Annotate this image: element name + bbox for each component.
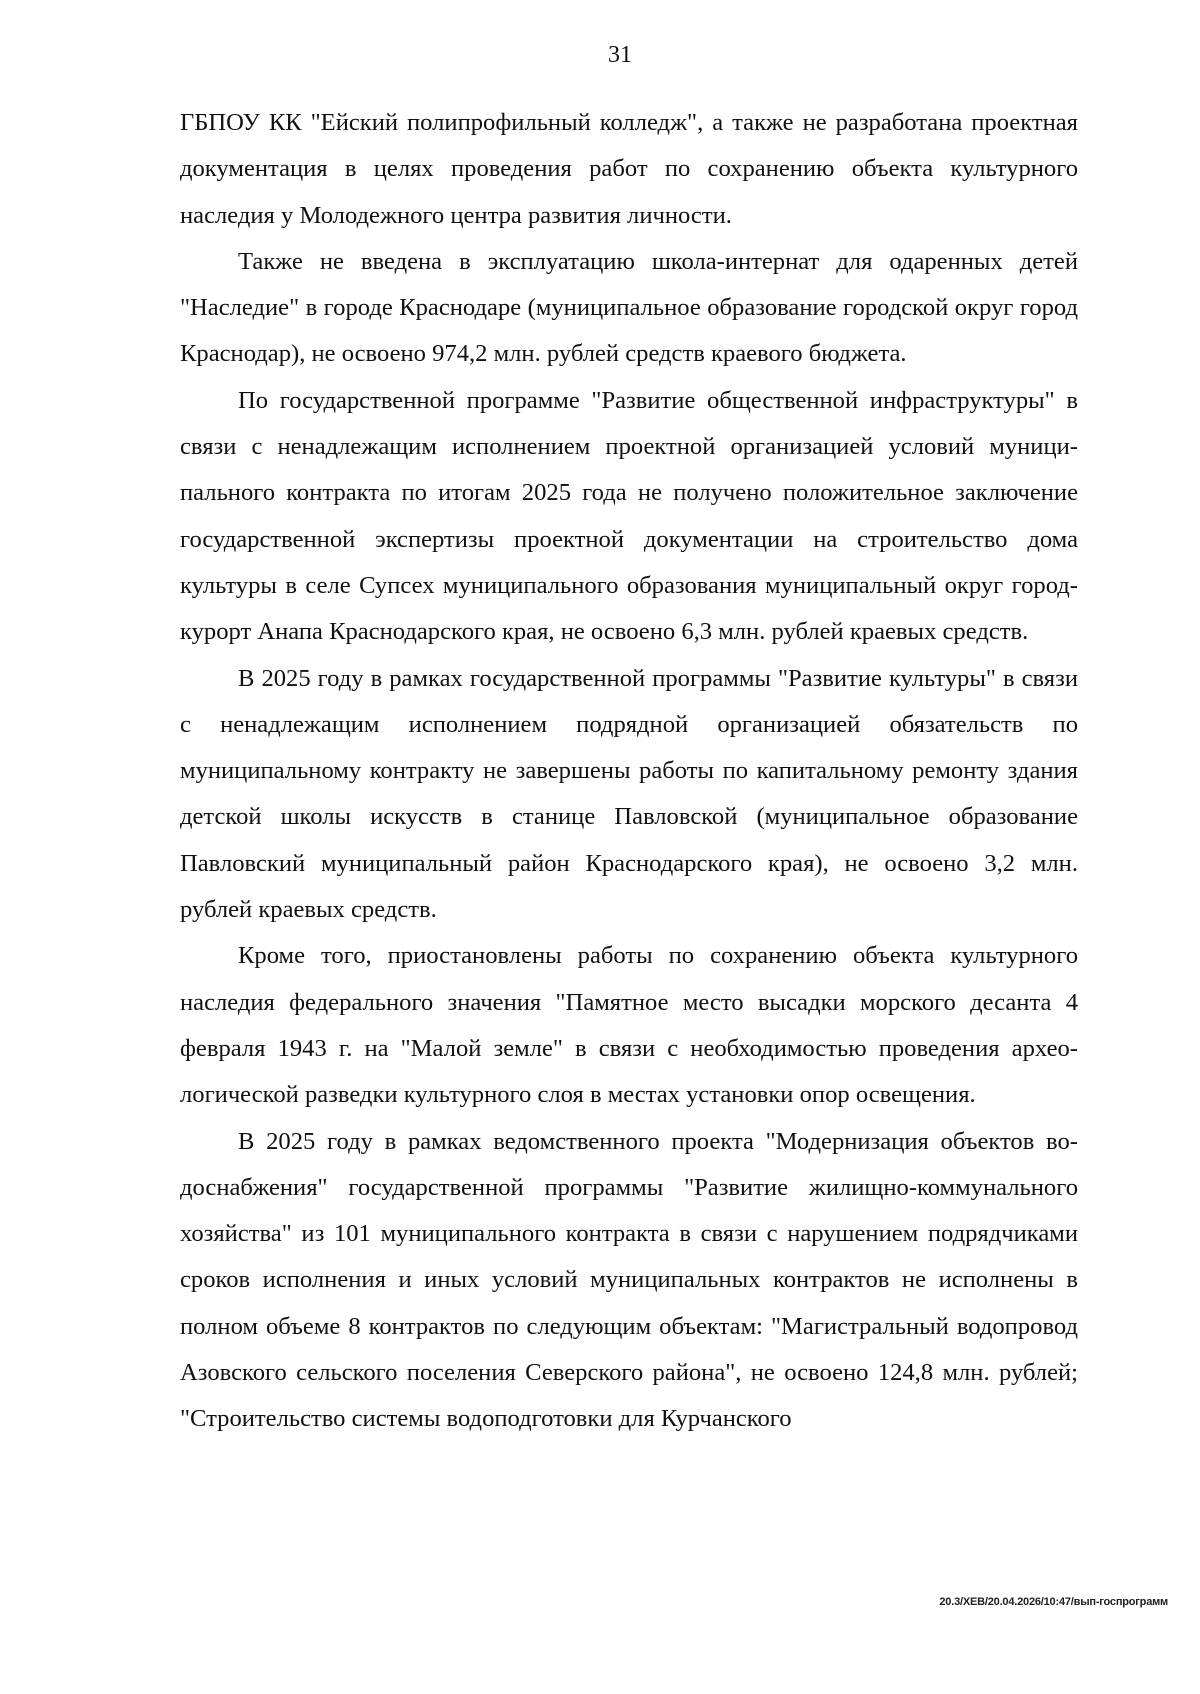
page-number: 31 xyxy=(608,42,632,68)
paragraph-public-infrastructure: По государственной программе "Развитие общественной инфраструктуры" в связи с ненадлежащим исполнением проектной организацией условий муниципального контракта по итогам 2025 года не получено положительное заключение государственной экспертизы проектной документации на строительство дома культуры в селе Супсех муниципального образования муниципальный округ город-курорт Анапа Краснодарского края, не освоено 6,3 млн. рублей краевых средств. xyxy=(180,386,1078,646)
footer-document-stamp: 20.3/ХЕВ/20.04.2026/10:47/вып-госпрограмм xyxy=(939,1596,1168,1608)
paragraph-cultural-heritage: Кроме того, приостановлены работы по сохранению объекта культурного наследия федерального значения "Памятное место высадки морского десанта 4 февраля 1943 г. на "Малой земле" в связи с необходимостью проведения археологической разведки культурного слоя в местах установки опор освещения. xyxy=(180,942,1078,1109)
paragraph-water-supply: В 2025 году в рамках ведомственного проекта "Модернизация объектов водоснабжения" государственной программы "Развитие жилищно-коммунального хозяйства" из 101 муниципального контракта в связи с нарушением подрядчиками сроков исполнения и иных условий муниципальных контрактов не исполнены в полном объеме 8 контрактов по следующим объектам: "Магистральный водопровод Азовского сельского поселения Северского района", не освоено 124,8 млн. рублей; "Строительство системы водоподготовки для Курчанского xyxy=(180,1127,1078,1433)
paragraph-school-nasledie: Также не введена в эксплуатацию школа-интернат для одаренных детей "Наследие" в городе Краснодаре (муниципальное образование городской округ город Краснодар), не освоено 974,2 млн. рублей средств краевого бюджета. xyxy=(180,247,1078,368)
paragraph-continuation: ГБПОУ КК "Ейский полипрофильный колледж", а также не разработана проектная документация в целях проведения работ по сохранению объекта культурного наследия у Молодежного центра развития личности. xyxy=(180,109,1078,229)
document-body xyxy=(180,100,1078,1443)
paragraph-culture-program: В 2025 году в рамках государственной программы "Развитие культуры" в связи с ненадлежащим исполнением подрядной организацией обязательств по муниципальному контракту не завершены работы по капитальному ремонту здания детской школы искусств в станице Павловской (муниципальное образование Павловский муниципальный район Краснодарского края), не освоено 3,2 млн. рублей краевых средств. xyxy=(180,664,1078,924)
